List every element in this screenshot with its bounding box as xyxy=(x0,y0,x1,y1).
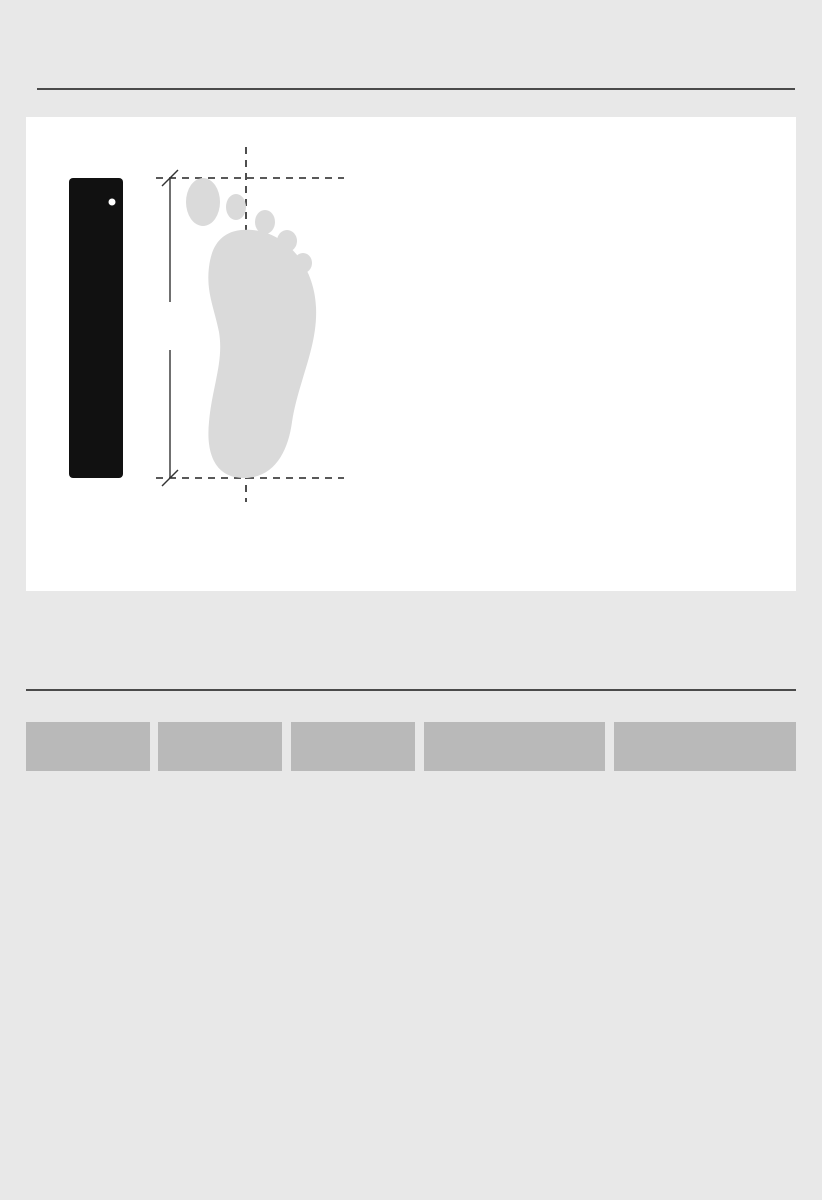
title-divider xyxy=(37,88,795,90)
tip-item xyxy=(404,358,764,377)
tip-item xyxy=(404,387,764,406)
tip-item xyxy=(404,329,764,348)
ruler-dot xyxy=(109,199,116,206)
tip-item xyxy=(404,300,764,319)
foot-measure-diagram xyxy=(66,142,366,532)
header-uk-sizes xyxy=(158,722,282,771)
tips-list xyxy=(404,300,764,416)
header-inches xyxy=(424,722,605,771)
header-centimeters xyxy=(614,722,796,771)
foot-measure-panel xyxy=(26,117,796,591)
header-euro-sizes xyxy=(291,722,415,771)
foot-icon xyxy=(186,178,316,478)
header-us-sizes xyxy=(26,722,150,771)
chart-divider xyxy=(26,689,796,691)
ruler-icon xyxy=(69,178,123,478)
